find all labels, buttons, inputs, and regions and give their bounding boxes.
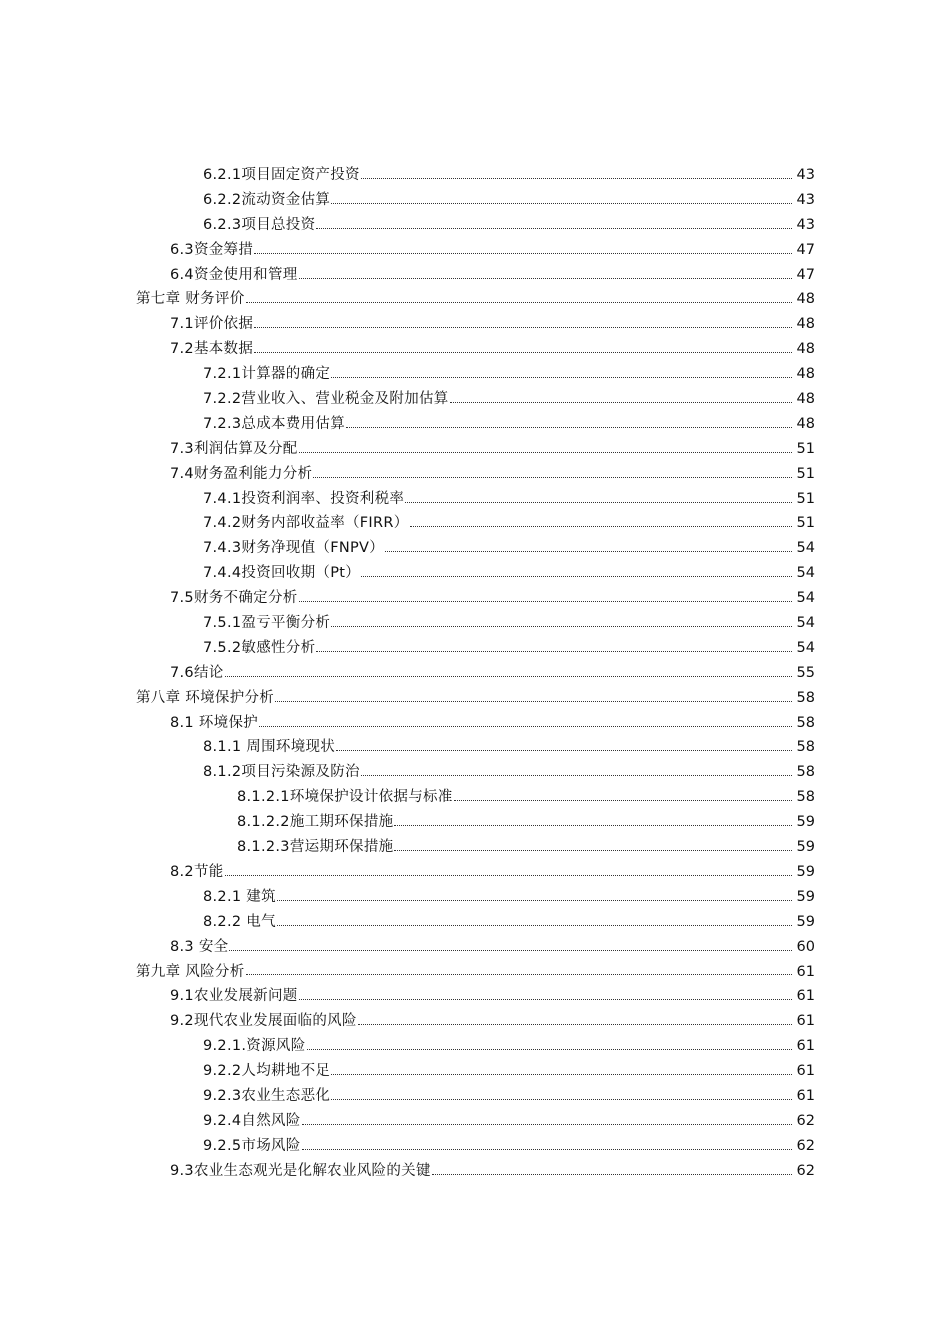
- toc-entry[interactable]: [0, 412, 950, 437]
- toc-entry-title: 7.3利润估算及分配: [170, 440, 298, 457]
- toc-entry[interactable]: [0, 163, 950, 188]
- toc-entry-title: 8.1 环境保护: [170, 714, 259, 731]
- toc-entry-title: 第八章 环境保护分析: [136, 689, 275, 706]
- toc-dot-leader: [331, 1074, 792, 1075]
- toc-entry[interactable]: [0, 337, 950, 362]
- toc-entry-page-number: 58: [796, 764, 815, 781]
- table-of-contents: [0, 163, 950, 1184]
- toc-entry-title: 7.2.3总成本费用估算: [203, 415, 345, 432]
- toc-entry-title: 8.3 安全: [170, 938, 229, 955]
- toc-entry[interactable]: [0, 686, 950, 711]
- toc-entry-title: 8.1.2.2施工期环保措施: [237, 814, 394, 831]
- toc-entry[interactable]: [0, 213, 950, 238]
- toc-entry[interactable]: [0, 1159, 950, 1184]
- toc-dot-leader: [316, 228, 792, 229]
- toc-dot-leader: [361, 576, 792, 577]
- toc-entry-page-number: 58: [796, 689, 815, 706]
- toc-entry[interactable]: [0, 487, 950, 512]
- toc-entry-page-number: 43: [796, 191, 815, 208]
- toc-entry-page-number: 43: [796, 216, 815, 233]
- toc-dot-leader: [410, 526, 792, 527]
- toc-entry-page-number: 62: [796, 1162, 815, 1179]
- toc-entry[interactable]: [0, 885, 950, 910]
- toc-entry-title: 8.1.2项目污染源及防治: [203, 764, 360, 781]
- toc-dot-leader: [246, 974, 792, 975]
- toc-entry[interactable]: [0, 586, 950, 611]
- toc-entry-title: 7.5.1盈亏平衡分析: [203, 615, 331, 632]
- toc-entry-page-number: 61: [796, 1063, 815, 1080]
- toc-entry[interactable]: [0, 636, 950, 661]
- toc-entry-title: 8.1.1 周围环境现状: [203, 739, 336, 756]
- toc-dot-leader: [302, 1124, 792, 1125]
- toc-entry-title: 7.4.3财务净现值（FNPV）: [203, 540, 385, 557]
- toc-entry-title: 9.2.2人均耕地不足: [203, 1063, 331, 1080]
- toc-entry-title: 9.1农业发展新问题: [170, 988, 298, 1005]
- toc-entry[interactable]: [0, 910, 950, 935]
- toc-entry-title: 9.2.5市场风险: [203, 1137, 301, 1154]
- toc-entry-title: 6.2.3项目总投资: [203, 216, 316, 233]
- toc-dot-leader: [361, 178, 792, 179]
- toc-entry[interactable]: [0, 984, 950, 1009]
- toc-entry-page-number: 51: [796, 440, 815, 457]
- toc-dot-leader: [299, 601, 792, 602]
- toc-dot-leader: [299, 999, 792, 1000]
- toc-dot-leader: [229, 950, 792, 951]
- toc-entry-page-number: 51: [796, 465, 815, 482]
- toc-entry-title: 第七章 财务评价: [136, 291, 245, 308]
- toc-entry-page-number: 48: [796, 316, 815, 333]
- toc-dot-leader: [331, 377, 792, 378]
- toc-dot-leader: [454, 800, 792, 801]
- toc-entry-page-number: 62: [796, 1137, 815, 1154]
- toc-dot-leader: [277, 925, 792, 926]
- toc-dot-leader: [313, 477, 792, 478]
- toc-entry-title: 9.2.4自然风险: [203, 1112, 301, 1129]
- toc-entry-title: 7.4.4投资回收期（Pt）: [203, 565, 361, 582]
- toc-entry[interactable]: [0, 1109, 950, 1134]
- toc-entry[interactable]: [0, 462, 950, 487]
- toc-entry[interactable]: [0, 263, 950, 288]
- toc-dot-leader: [450, 402, 792, 403]
- toc-entry-page-number: 61: [796, 1038, 815, 1055]
- toc-entry-page-number: 47: [796, 266, 815, 283]
- toc-entry[interactable]: [0, 1084, 950, 1109]
- toc-entry-page-number: 54: [796, 540, 815, 557]
- toc-dot-leader: [246, 302, 792, 303]
- toc-dot-leader: [331, 1099, 792, 1100]
- toc-entry-title: 6.3资金筹措: [170, 241, 254, 258]
- toc-dot-leader: [385, 551, 792, 552]
- toc-entry[interactable]: [0, 561, 950, 586]
- toc-entry-title: 7.2.2营业收入、营业税金及附加估算: [203, 391, 449, 408]
- toc-entry-page-number: 48: [796, 291, 815, 308]
- toc-entry-page-number: 48: [796, 391, 815, 408]
- toc-entry-title: 8.1.2.1环境保护设计依据与标准: [237, 789, 453, 806]
- toc-entry-page-number: 61: [796, 1013, 815, 1030]
- toc-entry-page-number: 48: [796, 341, 815, 358]
- toc-entry-title: 9.2现代农业发展面临的风险: [170, 1013, 357, 1030]
- toc-dot-leader: [299, 452, 792, 453]
- toc-entry-page-number: 59: [796, 913, 815, 930]
- toc-entry-title: 7.4财务盈利能力分析: [170, 465, 313, 482]
- toc-dot-leader: [346, 427, 792, 428]
- toc-entry-title: 6.4资金使用和管理: [170, 266, 298, 283]
- toc-entry[interactable]: [0, 387, 950, 412]
- toc-dot-leader: [394, 825, 792, 826]
- toc-dot-leader: [331, 626, 792, 627]
- toc-entry-title: 7.6结论: [170, 664, 224, 681]
- toc-dot-leader: [254, 352, 792, 353]
- toc-entry[interactable]: [0, 188, 950, 213]
- toc-dot-leader: [336, 750, 792, 751]
- toc-entry-page-number: 48: [796, 366, 815, 383]
- toc-entry[interactable]: [0, 362, 950, 387]
- toc-entry-title: 9.2.1.资源风险: [203, 1038, 306, 1055]
- toc-entry-title: 7.4.1投资利润率、投资利税率: [203, 490, 405, 507]
- toc-entry-page-number: 61: [796, 963, 815, 980]
- toc-entry-title: 7.4.2财务内部收益率（FIRR）: [203, 515, 409, 532]
- toc-dot-leader: [225, 676, 792, 677]
- toc-entry-title: 6.2.1项目固定资产投资: [203, 167, 360, 183]
- toc-entry[interactable]: [0, 935, 950, 960]
- toc-entry-title: 8.1.2.3营运期环保措施: [237, 839, 394, 856]
- toc-entry[interactable]: [0, 511, 950, 536]
- toc-entry[interactable]: [0, 860, 950, 885]
- toc-entry-title: 8.2.1 建筑: [203, 888, 276, 905]
- toc-entry-page-number: 54: [796, 590, 815, 607]
- toc-entry[interactable]: [0, 661, 950, 686]
- toc-entry-page-number: 47: [796, 241, 815, 258]
- toc-entry[interactable]: [0, 760, 950, 785]
- toc-entry-page-number: 54: [796, 639, 815, 656]
- toc-entry[interactable]: [0, 1009, 950, 1034]
- toc-entry[interactable]: [0, 711, 950, 736]
- toc-entry-page-number: 61: [796, 988, 815, 1005]
- toc-entry[interactable]: [0, 835, 950, 860]
- toc-entry[interactable]: [0, 960, 950, 985]
- toc-entry-title: 7.5财务不确定分析: [170, 590, 298, 607]
- toc-dot-leader: [254, 327, 792, 328]
- toc-entry-title: 第九章 风险分析: [136, 963, 245, 980]
- toc-entry[interactable]: [0, 785, 950, 810]
- toc-entry-title: 6.2.2流动资金估算: [203, 191, 331, 208]
- toc-dot-leader: [307, 1049, 792, 1050]
- toc-dot-leader: [316, 651, 792, 652]
- toc-dot-leader: [275, 701, 792, 702]
- toc-entry-page-number: 51: [796, 515, 815, 532]
- toc-entry-title: 9.3农业生态观光是化解农业风险的关键: [170, 1162, 431, 1179]
- toc-entry-page-number: 58: [796, 714, 815, 731]
- toc-entry-page-number: 51: [796, 490, 815, 507]
- toc-dot-leader: [254, 253, 792, 254]
- toc-entry-page-number: 60: [796, 938, 815, 955]
- toc-entry-title: 7.2.1计算器的确定: [203, 366, 331, 383]
- toc-entry-page-number: 62: [796, 1112, 815, 1129]
- toc-entry[interactable]: [0, 1059, 950, 1084]
- toc-dot-leader: [394, 850, 792, 851]
- toc-entry-title: 8.2节能: [170, 863, 224, 880]
- toc-entry-title: 7.1评价依据: [170, 316, 254, 333]
- toc-entry-page-number: 54: [796, 615, 815, 632]
- toc-entry-page-number: 59: [796, 863, 815, 880]
- toc-entry[interactable]: [0, 312, 950, 337]
- toc-dot-leader: [361, 775, 792, 776]
- toc-entry[interactable]: [0, 238, 950, 263]
- toc-dot-leader: [259, 726, 792, 727]
- toc-dot-leader: [299, 278, 792, 279]
- toc-dot-leader: [331, 203, 792, 204]
- toc-entry-page-number: 59: [796, 839, 815, 856]
- toc-entry-title: 7.5.2敏感性分析: [203, 639, 316, 656]
- toc-dot-leader: [277, 900, 792, 901]
- toc-entry-title: 8.2.2 电气: [203, 913, 276, 930]
- toc-entry-title: 7.2基本数据: [170, 341, 254, 358]
- toc-dot-leader: [432, 1174, 792, 1175]
- toc-entry-page-number: 55: [796, 664, 815, 681]
- toc-entry-page-number: 58: [796, 739, 815, 756]
- toc-entry[interactable]: [0, 611, 950, 636]
- toc-entry-page-number: 59: [796, 814, 815, 831]
- toc-entry-page-number: 58: [796, 789, 815, 806]
- toc-dot-leader: [225, 875, 792, 876]
- toc-entry[interactable]: [0, 1034, 950, 1059]
- toc-entry-page-number: 43: [796, 167, 815, 183]
- toc-dot-leader: [302, 1149, 792, 1150]
- toc-entry-page-number: 61: [796, 1087, 815, 1104]
- toc-entry-title: 9.2.3农业生态恶化: [203, 1087, 331, 1104]
- toc-entry-page-number: 48: [796, 415, 815, 432]
- toc-entry-page-number: 54: [796, 565, 815, 582]
- toc-entry-page-number: 59: [796, 888, 815, 905]
- toc-entry[interactable]: [0, 437, 950, 462]
- toc-entry[interactable]: [0, 735, 950, 760]
- toc-dot-leader: [405, 502, 792, 503]
- toc-entry[interactable]: [0, 536, 950, 561]
- toc-entry[interactable]: [0, 287, 950, 312]
- toc-entry[interactable]: [0, 810, 950, 835]
- toc-dot-leader: [358, 1024, 792, 1025]
- toc-entry[interactable]: [0, 1134, 950, 1159]
